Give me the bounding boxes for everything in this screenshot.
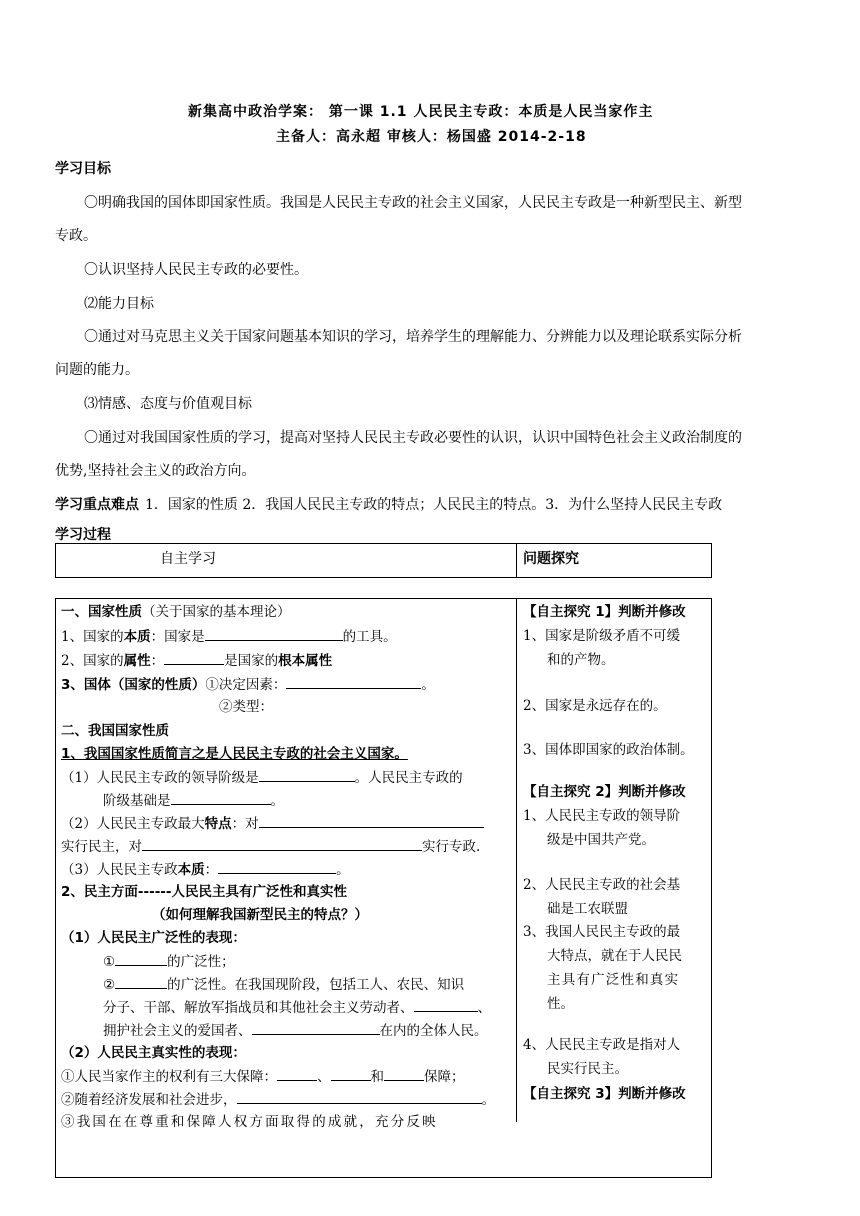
section-2-sub-2-question: （如何理解我国新型民主的特点？）	[152, 907, 368, 923]
blank[interactable]	[218, 859, 336, 874]
line-breadth-3: 分子、干部、解放军指战员和其他社会主义劳动者、 、	[103, 997, 491, 1018]
section-2-title: 二、我国国家性质	[61, 723, 169, 739]
blank[interactable]	[414, 997, 478, 1012]
blank[interactable]	[384, 1066, 424, 1081]
section-2-sub-1: 1、我国国家性质简言之是人民民主专政的社会主义国家。	[61, 746, 408, 762]
blank[interactable]	[237, 1089, 482, 1104]
inquiry-1-item-2: 2、国家是永远存在的。	[523, 698, 667, 714]
inquiry-1-item-1a: 1、国家是阶级矛盾不可缓	[523, 628, 681, 644]
inquiry-2-item-2b: 础是工农联盟	[547, 901, 628, 917]
blank[interactable]	[171, 790, 271, 805]
line-authenticity-1: ①人民当家作主的权利有三大保障： 、 和 保障；	[61, 1066, 465, 1087]
line-state-system: 3、国体（国家的性质）①决定因素： 。	[61, 674, 435, 695]
inquiry-1-item-1b: 和的产物。	[547, 652, 615, 668]
blank[interactable]	[115, 951, 167, 966]
goals-heading: 学习目标	[55, 161, 111, 177]
goal-6-line-2: 优势,坚持社会主义的政治方向。	[55, 463, 256, 479]
section-2-sub-2: 2、民主方面------人民民主具有广泛性和真实性	[61, 884, 348, 900]
line-authenticity-3: ③我国在在尊重和保障人权方面取得的成就，充分反映	[61, 1114, 438, 1130]
line-essence-2: （3）人民民主专政本质： 。	[61, 859, 350, 880]
line-breadth-4: 拥护社会主义的爱国者、 在内的全体人民。	[103, 1020, 488, 1041]
line-type: ②类型：	[219, 699, 273, 715]
col-self-study: 自主学习	[160, 551, 216, 567]
inquiry-2-title: 【自主探究 2】判断并修改	[523, 784, 686, 800]
line-essence: 1、国家的本质：国家是 的工具。	[61, 626, 397, 647]
goal-5: ⑶情感、态度与价值观目标	[84, 396, 252, 412]
authenticity-heading: （2）人民民主真实性的表现：	[61, 1045, 246, 1061]
section-1-title: 一、国家性质（关于国家的基本理论）	[61, 604, 291, 620]
goal-1-line-2: 专政。	[55, 228, 97, 244]
inquiry-2-item-4a: 4、人民民主专政是指对人	[523, 1037, 681, 1053]
process-heading: 学习过程	[55, 527, 111, 543]
goal-6-line-1: 〇通过对我国国家性质的学习，提高对坚持人民民主专政必要性的认识，认识中国特色社会主义政治制度的	[84, 430, 742, 446]
goal-4-line-1: 〇通过对马克思主义关于国家问题基本知识的学习，培养学生的理解能力、分辨能力以及理论联系实际分析	[84, 329, 742, 345]
blank[interactable]	[252, 1020, 380, 1035]
inquiry-2-item-3c: 主具有广泛性和真实	[547, 972, 680, 988]
line-breadth-2: ② 的广泛性。在我国现阶段，包括工人、农民、知识	[103, 974, 464, 995]
goal-3: ⑵能力目标	[84, 296, 154, 312]
inquiry-2-item-2a: 2、人民民主专政的社会基	[523, 877, 681, 893]
blank[interactable]	[142, 836, 422, 851]
doc-title: 新集高中政治学案： 第一课 1.1 人民民主专政：本质是人民当家作主	[188, 104, 654, 120]
inquiry-1-item-3: 3、国体即国家的政治体制。	[523, 742, 694, 758]
inquiry-2-item-3d: 性。	[547, 996, 574, 1012]
line-feature: （2）人民民主专政最大特点：对	[61, 813, 484, 834]
line-feature-2: 实行民主，对 实行专政.	[61, 836, 480, 857]
keypoints-label: 学习重点难点	[55, 497, 139, 513]
inquiry-3-title: 【自主探究 3】判断并修改	[523, 1086, 686, 1102]
blank[interactable]	[286, 674, 421, 689]
line-attribute: 2、国家的属性： 是国家的根本属性	[61, 650, 332, 671]
line-authenticity-2: ②随着经济发展和社会进步， 。	[61, 1089, 495, 1110]
blank[interactable]	[115, 974, 167, 989]
inquiry-2-item-1a: 1、人民民主专政的领导阶	[523, 808, 681, 824]
keypoints-text: 1．国家的性质 2．我国人民民主专政的特点；人民民主的特点。3．为什么坚持人民民主专政	[145, 497, 723, 513]
main-table-divider	[516, 598, 517, 1122]
col-inquiry: 问题探究	[523, 551, 579, 567]
line-class-basis: 阶级基础是 。	[103, 790, 284, 811]
goal-4-line-2: 问题的能力。	[55, 362, 139, 378]
goal-1-line-1: 〇明确我国的国体即国家性质。我国是人民民主专政的社会主义国家，人民民主专政是一种新型民主、新型	[84, 195, 742, 211]
inquiry-2-item-1b: 级是中国共产党。	[547, 832, 655, 848]
inquiry-2-item-3a: 3、我国人民民主专政的最	[523, 924, 681, 940]
blank[interactable]	[205, 626, 343, 641]
inquiry-2-item-3b: 大特点，就在于人民民	[547, 948, 682, 964]
breadth-heading: （1）人民民主广泛性的表现：	[61, 930, 246, 946]
keypoints	[55, 495, 722, 515]
doc-authors: 主备人：高永超 审核人：杨国盛 2014-2-18	[276, 129, 587, 145]
inquiry-2-item-4b: 民实行民主。	[547, 1061, 628, 1077]
line-breadth-1: ① 的广泛性；	[103, 951, 235, 972]
blank[interactable]	[164, 650, 224, 665]
blank[interactable]	[259, 767, 355, 782]
process-header-divider	[516, 543, 517, 578]
blank[interactable]	[331, 1066, 371, 1081]
process-header-table	[55, 543, 712, 578]
blank[interactable]	[259, 813, 484, 828]
inquiry-1-title: 【自主探究 1】判断并修改	[523, 604, 686, 620]
goal-2: 〇认识坚持人民民主专政的必要性。	[84, 262, 308, 278]
line-leading-class: （1）人民民主专政的领导阶级是 。人民民主专政的	[61, 767, 463, 788]
blank[interactable]	[277, 1066, 317, 1081]
